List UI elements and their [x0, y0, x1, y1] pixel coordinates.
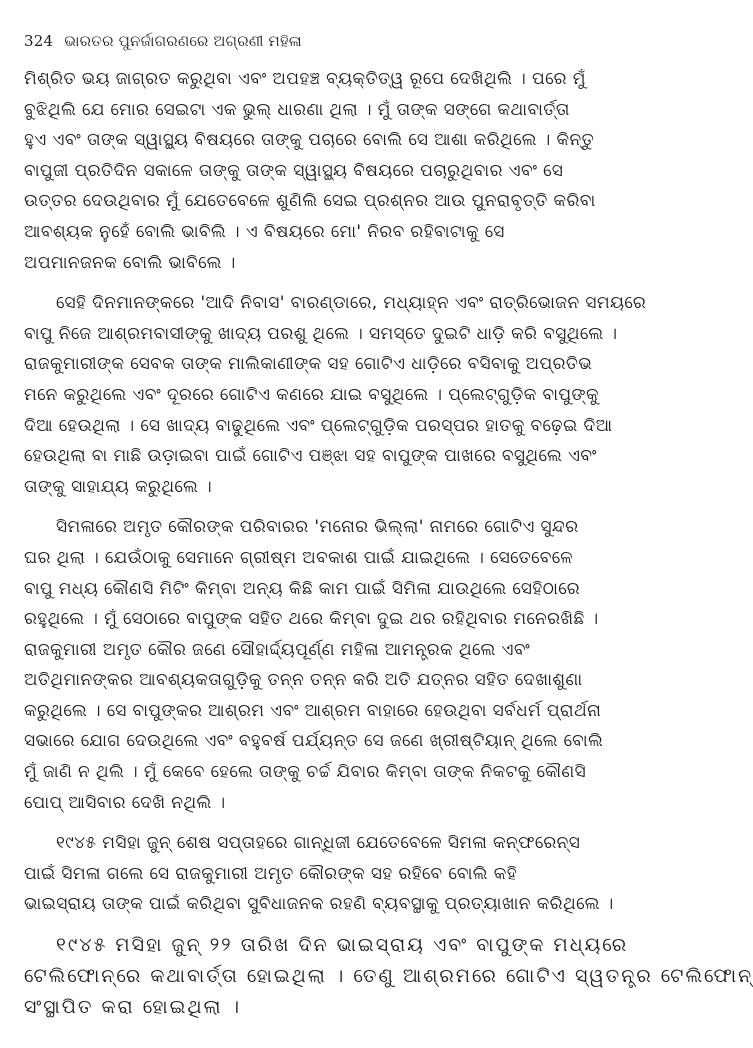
page-number: 324: [24, 32, 54, 50]
text-line: ଅତିଥିମାନଙ୍କର ଆବଶ୍ୟକତାଗୁଡ଼ିକୁ ତନ୍ନ ତନ୍ନ କରି ଅତି ଯତ୍ନର ସହିତ ଦେଖାଶୁଣା: [24, 670, 583, 691]
text-line: ଘର ଥିଲା । ଯେଉଁଠାକୁ ସେମାନେ ଗ୍ରୀଷ୍ମ ଅବକାଶ ପାଇଁ ଯାଇଥିଲେ । ସେତେବେଳେ: [24, 547, 573, 568]
paragraph: [24, 288, 647, 502]
paragraph: [24, 64, 596, 278]
text-line: ଅପମାନଜନକ ବୋଲି ଭାବିଲେ ।: [24, 252, 236, 273]
text-line: ମିଶ୍ରିତ ଭୟ ଜାଗ୍ରତ କରୁଥିବା ଏବଂ ଅପହଞ୍ଚ ବ୍ୟକ୍ତିତ୍ୱ ରୂପେ ଦେଖିଥିଲି । ପରେ ମୁଁ: [24, 69, 586, 89]
body-text: [24, 64, 753, 1023]
text-line: ବାପୁଜୀ ପ୍ରତିଦିନ ସକାଳେ ତାଙ୍କୁ ତାଙ୍କ ସ୍ୱାସ୍ଥ୍ୟ ବିଷୟରେ ପଚାରୁଥିବାର ଏବଂ ସେ: [24, 160, 564, 181]
text-line: ସେହି ଦିନମାନଙ୍କରେ 'ଆଦି ନିବାସ' ବାରଣ୍ଡାରେ, ମଧ୍ୟାହ୍ନ ଏବଂ ରାତ୍ରିଭୋଜନ ସମୟରେ: [56, 293, 647, 314]
text-line: ୧୯୪୫ ମସିହା ଜୁନ୍ ଶେଷ ସପ୍ତାହରେ ଗାନ୍ଧିଜୀ ଯେତେବେଳେ ସିମଳା କନ୍‌ଫରେନ୍ସ: [56, 833, 581, 854]
text-line: ବାପୁ ମଧ୍ୟ କୌଣସି ମିଟିଂ କିମ୍ବା ଅନ୍ୟ କିଛି କାମ ପାଇଁ ସିମିଳା ଯାଉଥିଲେ ସେହିଠାରେ: [24, 578, 581, 599]
text-line: ଉତ୍ତର ଦେଉଥିବାର ମୁଁ ଯେତେବେଳେ ଶୁଣିଲି ସେଇ ପ୍ରଶ୍ନର ଆଉ ପୁନରାବୃତ୍ତି କରିବା: [24, 191, 596, 212]
running-header: [24, 30, 584, 52]
text-line: ପାଇଁ ସିମଳା ଗଲେ ସେ ରାଜକୁମାରୀ ଅମୃତ କୌରଙ୍କ ସହ ରହିବେ ବୋଲି କହି: [24, 863, 518, 884]
text-line: ହୁଏ ଏବଂ ତାଙ୍କ ସ୍ୱାସ୍ଥ୍ୟ ବିଷୟରେ ତାଙ୍କୁ ପଚାରେ ବୋଲି ସେ ଆଶା କରିଥିଲେ । କିନ୍ତୁ: [24, 130, 595, 151]
text-line: ରାଜକୁମାରୀ ଅମୃତ କୌର ଜଣେ ସୌହାର୍ଦ୍ଦ୍ୟପୂର୍ଣ୍ଣ ମହିଳା ଆମନ୍ତ୍ରକ ଥିଲେ ଏବଂ: [24, 639, 531, 660]
text-line: ତାଙ୍କୁ ସାହାଯ୍ୟ କରୁଥିଲେ ।: [24, 476, 212, 497]
text-line: ସଭାରେ ଯୋଗ ଦେଉଥିଲେ ଏବଂ ବହୁବର୍ଷ ପର୍ଯ୍ୟନ୍ତ ସେ ଜଣେ ଖ୍ରୀଷ୍ଟିୟାନ୍ ଥିଲେ ବୋଲି: [24, 731, 604, 752]
text-line: କରୁଥିଲେ । ସେ ବାପୁଙ୍କର ଆଶ୍ରମ ଏବଂ ଆଶ୍ରମ ବାହାରେ ହେଉଥିବା ସର୍ବଧର୍ମ ପ୍ରାର୍ଥନା: [24, 700, 602, 721]
text-line: ରାଜକୁମାରୀଙ୍କ ସେବକ ତାଙ୍କ ମାଲିକାଣୀଙ୍କ ସହ ଗୋଟିଏ ଧାଡ଼ିରେ ବସିବାକୁ ଅପ୍ରତିଭ: [24, 354, 593, 375]
text-line: ହେଉଥିଲା ବା ମାଛି ଉଡ଼ାଇବା ପାଇଁ ଗୋଟିଏ ପଞ୍ଝା ସହ ବାପୁଙ୍କ ପାଖରେ ବସୁଥିଲେ ଏବଂ: [24, 446, 597, 467]
paragraph: [24, 828, 614, 920]
text-line: ପୋପ୍ ଆସିବାର ଦେଖି ନଥିଲି ।: [24, 792, 226, 813]
text-line: ରହୁଥିଲେ । ମୁଁ ସେଠାରେ ବାପୁଙ୍କ ସହିତ ଥରେ କିମ୍ବା ଦୁଇ ଥର ରହିଥିବାର ମନେରଖିଛି ।: [24, 609, 599, 630]
text-line: ବୁଝିଥିଲି ଯେ ମୋର ସେଇଟା ଏକ ଭୁଲ୍ ଧାରଣା ଥିଲା । ମୁଁ ତାଙ୍କ ସଙ୍ଗେ କଥାବାର୍ତ୍ତା: [24, 99, 570, 120]
paragraph: [24, 930, 753, 1023]
text-line: ସିମଳାରେ ଅମୃତ କୌରଙ୍କ ପରିବାରର 'ମନୋର ଭିଲ୍ଲା' ନାମରେ ଗୋଟିଏ ସୁନ୍ଦର: [56, 517, 579, 538]
text-line: ମୁଁ ଜାଣି ନ ଥିଲି । ମୁଁ କେବେ ହେଲେ ତାଙ୍କୁ ଚର୍ଚ୍ଚ ଯିବାର କିମ୍ବା ତାଙ୍କ ନିକଟକୁ କୌଣସି: [24, 762, 587, 783]
text-line: ଭାଇସ୍‌ରାୟ ତାଙ୍କ ପାଇଁ କରିଥିବା ସୁବିଧାଜନକ ରହଣି ବ୍ୟବସ୍ଥାକୁ ପ୍ରତ୍ୟାଖାନ କରିଥିଲେ ।: [24, 894, 614, 915]
text-line: ଟେଲିଫୋନ୍‌ରେ କଥାବାର୍ତ୍ତା ହୋଇଥିଲା । ତେଣୁ ଆଶ୍ରମରେ ଗୋଟିଏ ସ୍ୱତନ୍ତ୍ର ଟେଲିଫୋନ୍: [24, 965, 753, 988]
text-line: ଦିଆ ହେଉଥିଲା । ସେ ଖାଦ୍ୟ ବାଢୁଥିଲେ ଏବଂ ପ୍ଲେଟ୍‌ଗୁଡ଼ିକ ପରସ୍ପର ହାତକୁ ବଢ଼େଇ ଦିଆ: [24, 415, 613, 436]
running-title: ଭାରତର ପୁନର୍ଜାଗରଣରେ ଅଗ୍ରଣୀ ମହିଳା: [64, 32, 302, 50]
text-line: ମନେ କରୁଥିଲେ ଏବଂ ଦୂରରେ ଗୋଟିଏ କଣରେ ଯାଇ ବସୁଥିଲେ । ପ୍ଲେଟ୍‌ଗୁଡ଼ିକ ବାପୁଙ୍କୁ: [24, 384, 599, 405]
text-line: ବାପୁ ନିଜେ ଆଶ୍ରମବାସୀଙ୍କୁ ଖାଦ୍ୟ ପରଶୁ ଥିଲେ । ସମସ୍ତେ ଦୁଇଟି ଧାଡ଼ି କରି ବସୁଥିଲେ ।: [24, 323, 618, 344]
paragraph: [24, 512, 604, 818]
text-line: ୧୯୪୫ ମସିହା ଜୁନ୍ ୨୨ ତାରିଖ ଦିନ ଭାଇସ୍‌ରାୟ ଏବଂ ବାପୁଙ୍କ ମଧ୍ୟରେ: [56, 934, 629, 957]
text-line: ଆବଶ୍ୟକ ନୁହେଁ ବୋଲି ଭାବିଲି । ଏ ବିଷୟରେ ମୋ' ନିରବ ରହିବାଟାକୁ ସେ: [24, 221, 505, 242]
text-line: ସଂସ୍ଥାପିତ କରା ହୋଇଥିଲା ।: [24, 996, 242, 1019]
